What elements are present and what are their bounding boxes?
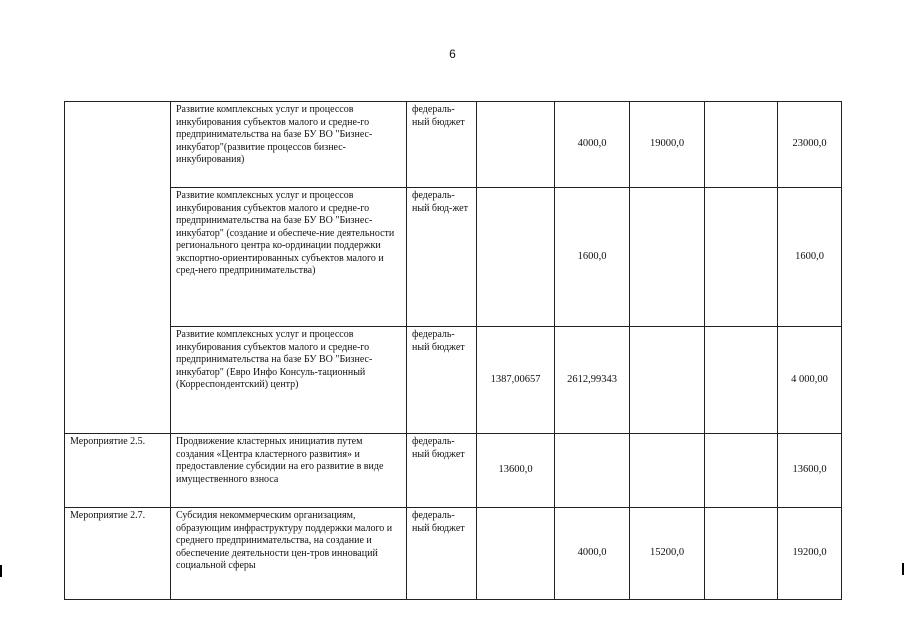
value-cell xyxy=(555,434,630,508)
description-text: Субсидия некоммерческим организациям, образующим инфраструктуру поддержки малого и среднего предпринимательства, на создание и обеспечение деятельности цен-тров инноваций социальной сферы xyxy=(176,510,393,571)
source-cell xyxy=(407,327,477,434)
value-cell xyxy=(630,434,705,508)
scan-edge-mark-right xyxy=(902,563,904,575)
value-cell: 4000,0 xyxy=(555,508,630,600)
source-cell xyxy=(407,188,477,327)
scan-edge-mark-left xyxy=(0,565,2,577)
page-number: 6 xyxy=(449,47,456,61)
table-row xyxy=(65,188,842,327)
value-cell xyxy=(705,508,778,600)
value-cell xyxy=(705,434,778,508)
value-cell xyxy=(477,188,555,327)
value-cell: 2612,99343 xyxy=(555,327,630,434)
source-cell xyxy=(407,102,477,188)
value-cell: 1387,00657 xyxy=(477,327,555,434)
description-text: Развитие комплексных услуг и процессов инкубирования субъектов малого и средне-го предпринимательства на базе БУ ВО "Бизнес-инкубатор" (создание и обеспече-ние деятельности регионального центра ко-ординации поддержки экспортно-ориентированных субъектов малого и сред-него предпринимательства) xyxy=(176,190,395,276)
description-text: Развитие комплексных услуг и процессов инкубирования субъектов малого и средне-го предпринимательства на базе БУ ВО "Бизнес-инкубатор"(развитие процессов бизнес-инкубирования) xyxy=(176,104,373,165)
value-cell: 15200,0 xyxy=(630,508,705,600)
event-cell xyxy=(65,434,171,508)
source-text: федераль-ный бюджет xyxy=(412,436,465,460)
event-cell xyxy=(65,508,171,600)
description-cell xyxy=(171,102,407,188)
total-cell: 13600,0 xyxy=(778,434,842,508)
description-cell xyxy=(171,327,407,434)
event-label: Мероприятие 2.7. xyxy=(70,510,146,521)
event-cell-group xyxy=(65,102,171,434)
description-cell xyxy=(171,508,407,600)
value-cell xyxy=(477,508,555,600)
value-cell xyxy=(630,327,705,434)
table-row xyxy=(65,102,842,188)
source-cell xyxy=(407,434,477,508)
source-text: федераль-ный бюджет xyxy=(412,329,465,353)
value-cell xyxy=(705,327,778,434)
value-cell: 13600,0 xyxy=(477,434,555,508)
value-cell: 1600,0 xyxy=(555,188,630,327)
source-text: федераль-ный бюд-жет xyxy=(412,190,468,214)
source-cell xyxy=(407,508,477,600)
value-cell xyxy=(705,102,778,188)
description-text: Развитие комплексных услуг и процессов инкубирования субъектов малого и средне-го предпринимательства на базе БУ ВО "Бизнес-инкубатор" (Евро Инфо Консуль-тационный (Корреспондентский) центр) xyxy=(176,329,373,390)
value-cell xyxy=(477,102,555,188)
value-cell: 4000,0 xyxy=(555,102,630,188)
total-cell: 23000,0 xyxy=(778,102,842,188)
table-row xyxy=(65,508,842,600)
source-text: федераль-ный бюджет xyxy=(412,510,465,534)
table-row xyxy=(65,327,842,434)
total-cell: 19200,0 xyxy=(778,508,842,600)
source-text: федераль-ный бюджет xyxy=(412,104,465,128)
total-cell: 4 000,00 xyxy=(778,327,842,434)
value-cell: 19000,0 xyxy=(630,102,705,188)
value-cell xyxy=(630,188,705,327)
budget-table xyxy=(64,101,842,600)
table-row xyxy=(65,434,842,508)
event-label: Мероприятие 2.5. xyxy=(70,436,146,447)
description-cell xyxy=(171,188,407,327)
total-cell: 1600,0 xyxy=(778,188,842,327)
description-text: Продвижение кластерных инициатив путем создания «Центра кластерного развития» и предоставление субсидии на его развитие в виде имущественного взноса xyxy=(176,436,384,485)
value-cell xyxy=(705,188,778,327)
description-cell xyxy=(171,434,407,508)
